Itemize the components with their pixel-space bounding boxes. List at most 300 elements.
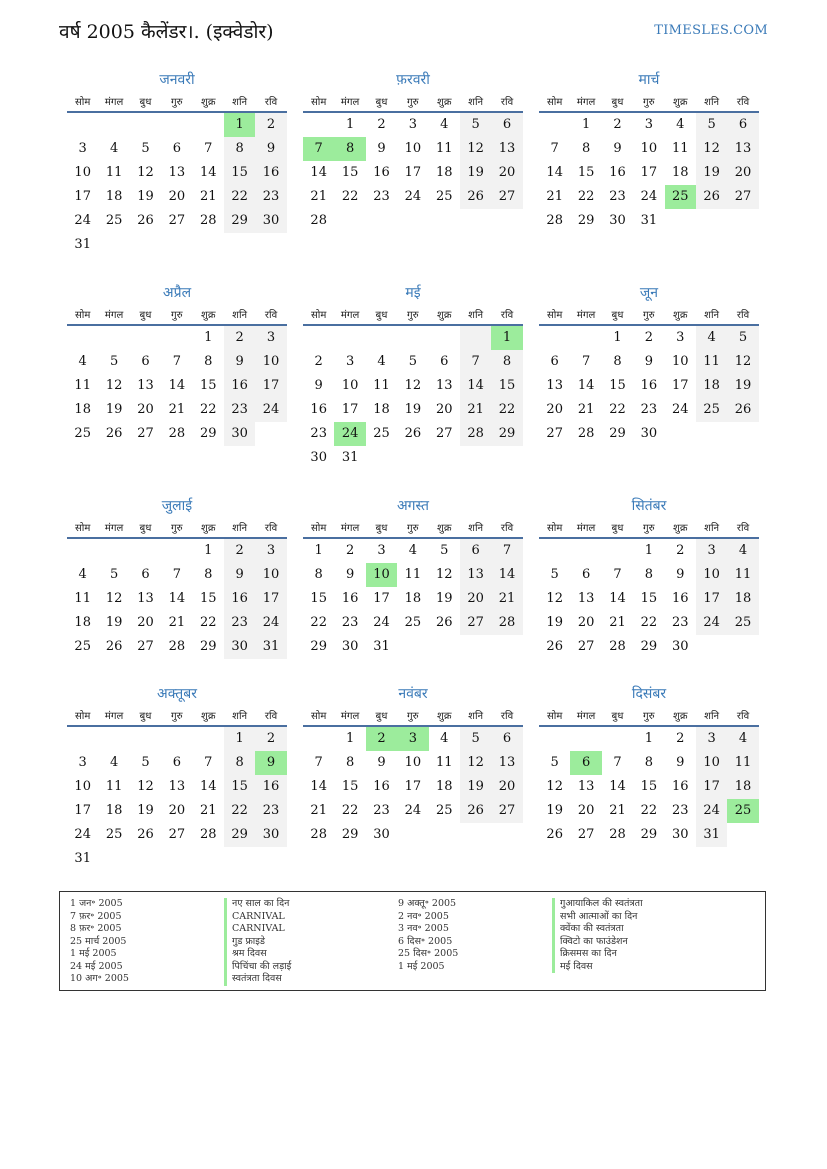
day-cell: 10 bbox=[74, 779, 91, 794]
day-cell: 15 bbox=[310, 591, 327, 606]
day-cell: 28 bbox=[491, 611, 522, 635]
day-cell: 15 bbox=[224, 775, 255, 799]
day-cell: 15 bbox=[199, 591, 217, 606]
empty-cell bbox=[98, 539, 129, 563]
day-cell: 30 bbox=[671, 639, 689, 654]
day-cell: 22 bbox=[224, 799, 255, 823]
day-cell: 4 bbox=[377, 354, 386, 369]
legend-column bbox=[224, 898, 291, 986]
day-cell: 20 bbox=[168, 189, 186, 204]
day-cell: 9 bbox=[255, 751, 286, 775]
empty-cell bbox=[727, 635, 758, 659]
legend-date: 7 फ़र॰ 2005 bbox=[70, 910, 122, 922]
day-cell: 16 bbox=[224, 374, 255, 398]
empty-cell bbox=[130, 847, 161, 871]
day-cell: 17 bbox=[373, 591, 390, 606]
day-cell: 1 bbox=[644, 731, 653, 746]
day-cell: 6 bbox=[570, 751, 601, 775]
day-cell: 6 bbox=[550, 354, 559, 369]
day-cell: 4 bbox=[440, 117, 449, 132]
weekday-header: गुरु bbox=[633, 94, 664, 113]
month-calendar bbox=[67, 496, 287, 659]
weekday-header: शनि bbox=[460, 307, 491, 326]
day-cell: 21 bbox=[168, 402, 186, 417]
day-cell: 27 bbox=[727, 185, 758, 209]
day-cell: 18 bbox=[105, 803, 123, 818]
empty-cell bbox=[130, 326, 161, 350]
weekday-header: सोम bbox=[539, 307, 570, 326]
weekday-header: सोम bbox=[539, 94, 570, 113]
day-cell: 18 bbox=[373, 402, 390, 417]
day-cell: 4 bbox=[109, 141, 119, 156]
empty-cell bbox=[665, 422, 696, 446]
day-cell: 10 bbox=[255, 350, 286, 374]
day-cell: 5 bbox=[440, 543, 449, 558]
day-cell: 14 bbox=[491, 563, 522, 587]
day-cell: 7 bbox=[204, 141, 213, 156]
empty-cell bbox=[334, 209, 365, 233]
day-cell: 30 bbox=[640, 426, 658, 441]
day-cell: 27 bbox=[168, 213, 186, 228]
day-cell: 20 bbox=[460, 587, 491, 611]
day-cell: 17 bbox=[640, 165, 658, 180]
day-cell: 20 bbox=[435, 402, 453, 417]
day-cell: 2 bbox=[676, 543, 685, 558]
day-cell: 12 bbox=[105, 378, 123, 393]
day-cell: 6 bbox=[172, 141, 181, 156]
day-cell: 9 bbox=[314, 378, 323, 393]
day-cell: 20 bbox=[491, 161, 522, 185]
empty-cell bbox=[570, 539, 601, 563]
day-cell: 23 bbox=[671, 803, 689, 818]
legend-holiday-name: श्रम दिवस bbox=[224, 948, 291, 961]
legend-holiday-name: CARNIVAL bbox=[224, 911, 291, 924]
weekday-header: मंगल bbox=[334, 520, 365, 539]
day-cell: 13 bbox=[460, 563, 491, 587]
day-cell: 10 bbox=[404, 141, 422, 156]
day-cell: 12 bbox=[435, 567, 453, 582]
day-cell: 3 bbox=[408, 117, 417, 132]
day-cell: 29 bbox=[199, 426, 217, 441]
month-grid bbox=[539, 520, 759, 659]
day-cell: 30 bbox=[255, 823, 286, 847]
day-cell: 12 bbox=[696, 137, 727, 161]
day-cell: 1 bbox=[204, 330, 213, 345]
day-cell: 23 bbox=[373, 189, 390, 204]
empty-cell bbox=[98, 326, 129, 350]
empty-cell bbox=[491, 209, 522, 233]
day-cell: 28 bbox=[460, 422, 491, 446]
day-cell: 9 bbox=[676, 755, 685, 770]
day-cell: 18 bbox=[105, 189, 123, 204]
day-cell: 1 bbox=[345, 731, 355, 746]
day-cell: 4 bbox=[78, 567, 87, 582]
day-cell: 8 bbox=[644, 567, 653, 582]
day-cell: 15 bbox=[199, 378, 217, 393]
weekday-header: बुध bbox=[602, 708, 633, 727]
month-calendar bbox=[67, 70, 287, 257]
empty-cell bbox=[665, 209, 696, 233]
day-cell: 22 bbox=[491, 398, 522, 422]
weekday-header: मंगल bbox=[334, 94, 365, 113]
weekday-header: शुक्र bbox=[193, 94, 224, 113]
empty-cell bbox=[224, 233, 255, 257]
day-cell: 24 bbox=[404, 803, 422, 818]
day-cell: 13 bbox=[491, 751, 522, 775]
legend-holiday-name: पिचिंचा की लड़ाई bbox=[224, 961, 291, 974]
day-cell: 14 bbox=[199, 779, 217, 794]
day-cell: 29 bbox=[310, 639, 327, 654]
month-title: नवंबर bbox=[398, 686, 428, 702]
day-cell: 25 bbox=[373, 426, 390, 441]
weekday-header: रवि bbox=[255, 307, 286, 326]
day-cell: 12 bbox=[460, 751, 491, 775]
weekday-header: सोम bbox=[303, 520, 334, 539]
day-cell: 2 bbox=[613, 117, 622, 132]
legend-date: 1 जन॰ 2005 bbox=[70, 898, 123, 909]
month-grid bbox=[303, 94, 523, 233]
day-cell: 16 bbox=[310, 402, 327, 417]
day-cell: 19 bbox=[404, 402, 422, 417]
empty-cell bbox=[539, 113, 570, 137]
day-cell: 15 bbox=[609, 378, 626, 393]
month-calendar bbox=[303, 684, 523, 847]
day-cell: 13 bbox=[577, 591, 595, 606]
empty-cell bbox=[696, 209, 727, 233]
day-cell: 4 bbox=[696, 326, 727, 350]
legend-date: 10 अग॰ 2005 bbox=[70, 973, 129, 984]
day-cell: 24 bbox=[255, 611, 286, 635]
empty-cell bbox=[727, 422, 758, 446]
day-cell: 8 bbox=[224, 137, 255, 161]
day-cell: 13 bbox=[546, 378, 563, 393]
day-cell: 3 bbox=[696, 727, 727, 751]
month-title: जनवरी bbox=[159, 72, 195, 88]
day-cell: 10 bbox=[696, 563, 727, 587]
day-cell: 22 bbox=[609, 402, 626, 417]
month-grid bbox=[303, 307, 523, 470]
legend-holiday-name: गुआयाकिल की स्वतंत्रता bbox=[552, 898, 643, 911]
weekday-header: मंगल bbox=[570, 708, 601, 727]
day-cell: 3 bbox=[676, 330, 685, 345]
empty-cell bbox=[67, 539, 98, 563]
weekday-header: गुरु bbox=[161, 94, 192, 113]
empty-cell bbox=[460, 635, 491, 659]
weekday-header: रवि bbox=[727, 520, 758, 539]
day-cell: 13 bbox=[137, 591, 154, 606]
empty-cell bbox=[303, 326, 334, 350]
day-cell: 5 bbox=[109, 354, 119, 369]
day-cell: 25 bbox=[435, 189, 453, 204]
weekday-header: शनि bbox=[224, 520, 255, 539]
day-cell: 21 bbox=[199, 189, 217, 204]
day-cell: 7 bbox=[613, 567, 622, 582]
day-cell: 29 bbox=[224, 823, 255, 847]
day-cell: 4 bbox=[440, 731, 449, 746]
day-cell: 28 bbox=[310, 213, 327, 228]
day-cell: 1 bbox=[224, 727, 255, 751]
day-cell: 24 bbox=[404, 189, 422, 204]
legend-date: 24 मई 2005 bbox=[70, 960, 123, 972]
weekday-header: बुध bbox=[130, 94, 161, 113]
weekday-header: गुरु bbox=[397, 520, 428, 539]
day-cell: 7 bbox=[550, 141, 559, 156]
legend-date: 2 नव॰ 2005 bbox=[398, 910, 449, 922]
day-cell: 28 bbox=[168, 639, 186, 654]
weekday-header: गुरु bbox=[633, 520, 664, 539]
day-cell: 3 bbox=[644, 117, 653, 132]
day-cell: 21 bbox=[577, 402, 595, 417]
legend-date: 25 मार्च 2005 bbox=[70, 935, 127, 947]
day-cell: 20 bbox=[546, 402, 563, 417]
weekday-header: शनि bbox=[696, 520, 727, 539]
day-cell: 4 bbox=[78, 354, 87, 369]
empty-cell bbox=[193, 727, 224, 751]
day-cell: 1 bbox=[204, 543, 213, 558]
weekday-header: मंगल bbox=[98, 520, 129, 539]
day-cell: 6 bbox=[491, 113, 522, 137]
day-cell: 17 bbox=[404, 165, 422, 180]
day-cell: 13 bbox=[435, 378, 453, 393]
day-cell: 27 bbox=[137, 639, 154, 654]
day-cell: 27 bbox=[577, 639, 595, 654]
weekday-header: बुध bbox=[602, 520, 633, 539]
day-cell: 9 bbox=[377, 141, 386, 156]
month-grid bbox=[539, 708, 759, 847]
day-cell: 14 bbox=[310, 779, 327, 794]
day-cell: 28 bbox=[609, 827, 626, 842]
month-calendar bbox=[303, 70, 523, 233]
day-cell: 6 bbox=[141, 354, 150, 369]
day-cell: 30 bbox=[341, 639, 359, 654]
weekday-header: शुक्र bbox=[429, 520, 460, 539]
day-cell: 26 bbox=[137, 827, 154, 842]
day-cell: 21 bbox=[199, 803, 217, 818]
day-cell: 22 bbox=[640, 615, 658, 630]
day-cell: 20 bbox=[577, 615, 595, 630]
day-cell: 13 bbox=[491, 137, 522, 161]
empty-cell bbox=[429, 635, 460, 659]
day-cell: 1 bbox=[491, 326, 522, 350]
weekday-header: शनि bbox=[696, 94, 727, 113]
day-cell: 6 bbox=[460, 539, 491, 563]
day-cell: 22 bbox=[577, 189, 595, 204]
day-cell: 6 bbox=[491, 727, 522, 751]
day-cell: 5 bbox=[109, 567, 119, 582]
empty-cell bbox=[366, 446, 397, 470]
day-cell: 4 bbox=[109, 755, 119, 770]
day-cell: 18 bbox=[435, 779, 453, 794]
day-cell: 30 bbox=[224, 635, 255, 659]
weekday-header: रवि bbox=[491, 94, 522, 113]
day-cell: 11 bbox=[404, 567, 422, 582]
day-cell: 18 bbox=[727, 775, 758, 799]
day-cell: 11 bbox=[105, 165, 123, 180]
site-link[interactable]: TIMESLES.COM bbox=[654, 23, 768, 38]
day-cell: 14 bbox=[168, 591, 186, 606]
day-cell: 19 bbox=[546, 803, 563, 818]
legend-date: 6 दिस॰ 2005 bbox=[398, 935, 453, 947]
month-title: फ़रवरी bbox=[396, 72, 430, 88]
day-cell: 9 bbox=[676, 567, 685, 582]
weekday-header: मंगल bbox=[98, 94, 129, 113]
day-cell: 14 bbox=[199, 165, 217, 180]
month-grid bbox=[539, 94, 759, 233]
weekday-header: रवि bbox=[491, 520, 522, 539]
month-grid bbox=[67, 94, 287, 257]
day-cell: 29 bbox=[609, 426, 626, 441]
day-cell: 17 bbox=[696, 587, 727, 611]
day-cell: 8 bbox=[345, 755, 355, 770]
weekday-header: शनि bbox=[224, 307, 255, 326]
day-cell: 3 bbox=[255, 326, 286, 350]
day-cell: 22 bbox=[341, 803, 359, 818]
empty-cell bbox=[67, 113, 98, 137]
day-cell: 17 bbox=[341, 402, 359, 417]
day-cell: 31 bbox=[373, 639, 390, 654]
month-title: सितंबर bbox=[631, 498, 667, 514]
day-cell: 25 bbox=[665, 185, 696, 209]
legend-holiday-name: क्विटो का फाउंडेशन bbox=[552, 936, 643, 949]
day-cell: 28 bbox=[168, 426, 186, 441]
day-cell: 26 bbox=[727, 398, 758, 422]
day-cell: 12 bbox=[137, 165, 154, 180]
month-title: जून bbox=[639, 285, 659, 301]
day-cell: 27 bbox=[546, 426, 563, 441]
day-cell: 14 bbox=[310, 165, 327, 180]
month-grid bbox=[303, 520, 523, 659]
empty-cell bbox=[366, 326, 397, 350]
day-cell: 30 bbox=[255, 209, 286, 233]
weekday-header: शुक्र bbox=[665, 307, 696, 326]
day-cell: 7 bbox=[460, 350, 491, 374]
empty-cell bbox=[303, 727, 334, 751]
day-cell: 17 bbox=[255, 587, 286, 611]
day-cell: 20 bbox=[577, 803, 595, 818]
day-cell: 3 bbox=[377, 543, 386, 558]
day-cell: 15 bbox=[341, 779, 359, 794]
day-cell: 16 bbox=[224, 587, 255, 611]
empty-cell bbox=[602, 727, 633, 751]
weekday-header: सोम bbox=[67, 94, 98, 113]
weekday-header: शुक्र bbox=[193, 520, 224, 539]
day-cell: 27 bbox=[460, 611, 491, 635]
weekday-header: शनि bbox=[224, 94, 255, 113]
empty-cell bbox=[696, 635, 727, 659]
empty-cell bbox=[460, 209, 491, 233]
day-cell: 11 bbox=[373, 378, 390, 393]
day-cell: 30 bbox=[310, 450, 327, 465]
weekday-header: मंगल bbox=[98, 708, 129, 727]
day-cell: 24 bbox=[696, 799, 727, 823]
day-cell: 31 bbox=[640, 213, 658, 228]
weekday-header: रवि bbox=[491, 307, 522, 326]
day-cell: 8 bbox=[224, 751, 255, 775]
day-cell: 16 bbox=[255, 161, 286, 185]
day-cell: 26 bbox=[105, 426, 123, 441]
day-cell: 12 bbox=[546, 779, 563, 794]
day-cell: 7 bbox=[314, 755, 323, 770]
day-cell: 23 bbox=[255, 799, 286, 823]
day-cell: 19 bbox=[137, 803, 154, 818]
day-cell: 17 bbox=[74, 189, 91, 204]
day-cell: 25 bbox=[727, 799, 758, 823]
day-cell: 12 bbox=[105, 591, 123, 606]
empty-cell bbox=[366, 209, 397, 233]
day-cell: 19 bbox=[546, 615, 563, 630]
weekday-header: मंगल bbox=[98, 307, 129, 326]
day-cell: 9 bbox=[255, 137, 286, 161]
day-cell: 27 bbox=[491, 799, 522, 823]
empty-cell bbox=[161, 727, 192, 751]
legend-holiday-name: गुड फ्राइडे bbox=[224, 936, 291, 949]
empty-cell bbox=[193, 847, 224, 871]
day-cell: 7 bbox=[581, 354, 591, 369]
day-cell: 24 bbox=[373, 615, 390, 630]
day-cell: 1 bbox=[613, 330, 622, 345]
day-cell: 26 bbox=[105, 639, 123, 654]
day-cell: 24 bbox=[74, 827, 91, 842]
empty-cell bbox=[67, 326, 98, 350]
day-cell: 14 bbox=[577, 378, 595, 393]
day-cell: 22 bbox=[640, 803, 658, 818]
weekday-header: रवि bbox=[255, 94, 286, 113]
weekday-header: शनि bbox=[696, 708, 727, 727]
weekday-header: सोम bbox=[67, 520, 98, 539]
day-cell: 17 bbox=[255, 374, 286, 398]
empty-cell bbox=[161, 113, 192, 137]
day-cell: 5 bbox=[727, 326, 758, 350]
month-calendar bbox=[303, 283, 523, 470]
day-cell: 25 bbox=[105, 213, 123, 228]
day-cell: 7 bbox=[491, 539, 522, 563]
empty-cell bbox=[161, 233, 192, 257]
weekday-header: बुध bbox=[130, 307, 161, 326]
day-cell: 15 bbox=[341, 165, 359, 180]
weekday-header: रवि bbox=[727, 94, 758, 113]
weekday-header: गुरु bbox=[397, 94, 428, 113]
empty-cell bbox=[255, 233, 286, 257]
weekday-header: गुरु bbox=[633, 708, 664, 727]
day-cell: 5 bbox=[141, 141, 150, 156]
day-cell: 21 bbox=[546, 189, 563, 204]
day-cell: 29 bbox=[640, 827, 658, 842]
weekday-header: शुक्र bbox=[665, 520, 696, 539]
day-cell: 2 bbox=[314, 354, 323, 369]
empty-cell bbox=[130, 727, 161, 751]
weekday-header: बुध bbox=[130, 520, 161, 539]
weekday-header: गुरु bbox=[397, 307, 428, 326]
day-cell: 24 bbox=[640, 189, 658, 204]
day-cell: 16 bbox=[640, 378, 658, 393]
day-cell: 17 bbox=[671, 378, 689, 393]
weekday-header: सोम bbox=[303, 307, 334, 326]
day-cell: 29 bbox=[224, 209, 255, 233]
weekday-header: बुध bbox=[366, 520, 397, 539]
day-cell: 2 bbox=[255, 727, 286, 751]
day-cell: 9 bbox=[224, 563, 255, 587]
day-cell: 25 bbox=[74, 426, 91, 441]
empty-cell bbox=[491, 823, 522, 847]
month-title: जुलाई bbox=[161, 498, 193, 514]
day-cell: 22 bbox=[310, 615, 327, 630]
day-cell: 26 bbox=[137, 213, 154, 228]
day-cell: 25 bbox=[435, 803, 453, 818]
empty-cell bbox=[255, 847, 286, 871]
legend-date: 1 मई 2005 bbox=[398, 960, 445, 972]
day-cell: 27 bbox=[435, 426, 453, 441]
month-grid bbox=[67, 520, 287, 659]
